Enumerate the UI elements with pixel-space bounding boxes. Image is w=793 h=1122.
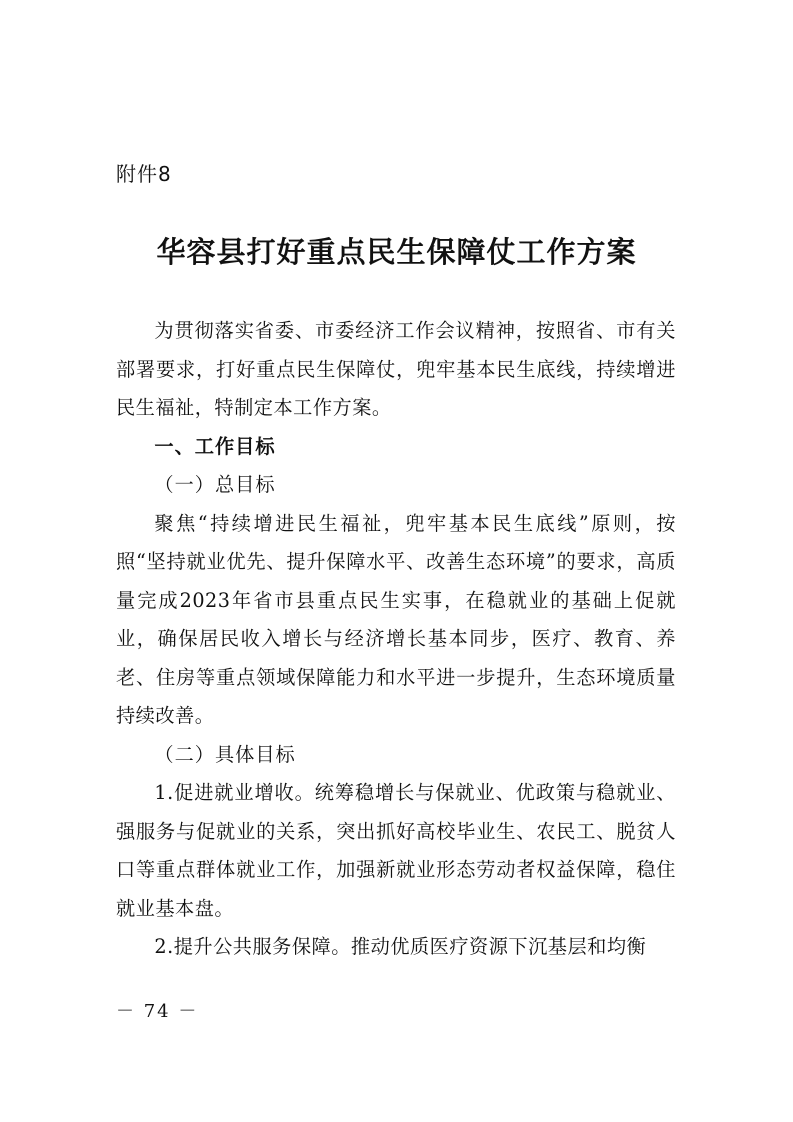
overall-goal-paragraph: 聚焦“持续增进民生福祉，兜牢基本民生底线”原则，按照“坚持就业优先、提升保障水平、改善生态环境”的要求，高质量完成2023年省市县重点民生实事，在稳就业的基础上促就业，确保居民收入增长与经济增长基本同步，医疗、教育、养老、住房等重点领域保障能力和水平进一步提升，生态环境质量持续改善。 (116, 511, 676, 727)
section-heading-work-goals: 一、工作目标 (154, 434, 276, 458)
document-body (116, 312, 676, 967)
document-title: 华容县打好重点民生保障仗工作方案 (156, 235, 637, 269)
subheading-specific-goals: （二）具体目标 (154, 742, 296, 766)
attachment-label: 附件8 (116, 162, 172, 186)
page-number: － 74 － (116, 1001, 199, 1022)
subheading-overall-goal: （一）总目标 (154, 473, 276, 496)
specific-goal-item-1: 1.促进就业增收。统筹稳增长与保就业、优政策与稳就业、强服务与促就业的关系，突出抓好高校毕业生、农民工、脱贫人口等重点群体就业工作，加强新就业形态劳动者权益保障，稳住就业基本盘。 (116, 781, 676, 920)
specific-goal-item-2: 2.提升公共服务保障。推动优质医疗资源下沉基层和均衡 (154, 935, 647, 958)
intro-paragraph: 为贯彻落实省委、市委经济工作会议精神，按照省、市有关部署要求，打好重点民生保障仗，兜牢基本民生底线，持续增进民生福祉，特制定本工作方案。 (116, 319, 676, 419)
